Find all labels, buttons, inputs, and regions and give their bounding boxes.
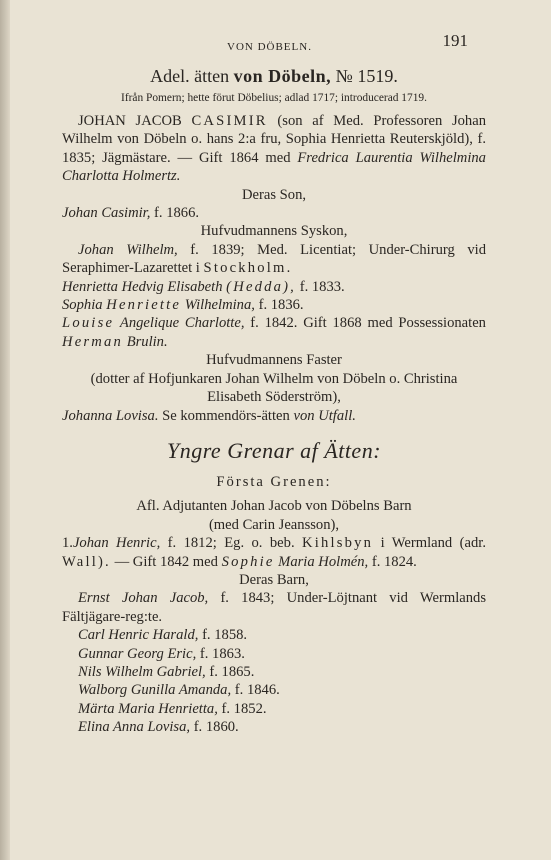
- child-4-name: Nils Wilhelm Gabriel,: [78, 663, 206, 680]
- child-1-text: f. 1843; Under-Löjtnant vid Wermlands Fältjägare-reg:te.: [62, 590, 486, 625]
- sibling-3-name-rest: Wilhelmina,: [184, 297, 255, 314]
- sibling-1-place: Stockholm.: [203, 260, 293, 277]
- child-entry-3: [62, 645, 486, 663]
- aunts-note: (dotter af Hofjunkaren Johan Wilhelm von Döbeln o. Christina Elisabeth Söderström),: [90, 370, 458, 406]
- entry-main-name-spaced: CASIMIR: [191, 113, 268, 129]
- sibling-4-spouse: Brulin.: [126, 333, 168, 350]
- branch-entry-estate: Kihlsbyn: [302, 535, 374, 552]
- child-2-born: f. 1858.: [202, 627, 248, 644]
- child-entry-5: [62, 681, 486, 699]
- sibling-4-spouse-spaced: Herman: [62, 333, 124, 350]
- child-entry-1: [62, 589, 486, 626]
- branch-entry-addr: Wall).: [62, 553, 111, 570]
- section-subtitle: Första Grenen:: [216, 473, 332, 490]
- page-binding-edge: [0, 0, 10, 860]
- book-page: [62, 30, 486, 737]
- running-title: VON DÖBELN.: [227, 41, 312, 53]
- family-heading: [62, 64, 486, 88]
- sibling-entry-3: [62, 296, 486, 314]
- son-born: f. 1866.: [154, 205, 200, 222]
- sibling-3-name-spaced: Henriette: [106, 297, 182, 314]
- section-title: Yngre Grenar af Ätten:: [166, 437, 382, 463]
- child-6-born: f. 1852.: [221, 700, 267, 717]
- child-1-name: Ernst Johan Jacob,: [78, 590, 209, 607]
- family-heading-number: № 1519.: [335, 66, 398, 86]
- branch-entry-text-3: — Gift 1842 med: [114, 553, 218, 570]
- sibling-4-name: Angelique Charlotte,: [119, 315, 245, 332]
- family-heading-name: von Döbeln,: [233, 66, 332, 86]
- aunts-heading: Hufvudmannens Faster: [206, 352, 342, 369]
- entry-main-spouse: Fredrica Laurentia Wilhelmina Charlotta Holmertz.: [62, 149, 486, 185]
- sibling-3-born: f. 1836.: [258, 297, 304, 314]
- son-entry: [62, 204, 486, 222]
- sibling-2-name: Henrietta Hedvig Elisabeth: [62, 278, 223, 295]
- branch-entry-spouse: Maria Holmén,: [278, 553, 369, 570]
- branch-intro-2: (med Carin Jeansson),: [208, 516, 340, 533]
- entry-main-text: (son af Med. Professoren Johan Wilhelm von Döbeln o. hans 2:a fru, Sophia Henrietta Reuterskjöld), f. 1835; Jägmästare. — Gift 1864 med: [62, 113, 486, 166]
- origin-note: Ifrån Pomern; hette förut Döbelius; adlad 1717; introducerad 1719.: [121, 92, 427, 104]
- sibling-4-text: f. 1842. Gift 1868 med Possessionaten: [250, 315, 486, 332]
- running-head: [62, 30, 486, 58]
- child-entry-4: [62, 663, 486, 681]
- sibling-4-name-spaced: Louise: [62, 315, 115, 332]
- branch-entry-text-2: i Wermland (adr.: [380, 535, 486, 552]
- son-name: Johan Casimir,: [62, 205, 151, 222]
- sibling-2-born: f. 1833.: [299, 278, 345, 295]
- entry-main: [62, 112, 486, 186]
- family-heading-prefix: Adel. ätten: [150, 66, 230, 86]
- aunt-ref: von Utfall.: [293, 407, 356, 424]
- child-6-name: Märta Maria Henrietta,: [78, 700, 218, 717]
- child-3-name: Gunnar Georg Eric,: [78, 645, 197, 662]
- branch-entry-num: 1.: [62, 535, 73, 552]
- child-entry-6: [62, 700, 486, 718]
- siblings-heading: Hufvudmannens Syskon,: [200, 223, 348, 240]
- aunt-text: Se kommendörs-ätten: [162, 407, 290, 424]
- child-2-name: Carl Henric Harald,: [78, 627, 199, 644]
- entry-main-name: JOHAN JACOB: [78, 113, 182, 129]
- sibling-entry-4: [62, 314, 486, 351]
- branch-entry-text-1: f. 1812; Eg. o. beb.: [167, 535, 295, 552]
- branch-entry: [62, 534, 486, 571]
- sibling-1-name: Johan Wilhelm,: [78, 241, 178, 258]
- sons-heading: Deras Son,: [241, 186, 307, 203]
- branch-entry-name: Johan Henric,: [72, 535, 161, 552]
- branch-entry-spouse-spaced: Sophie: [221, 553, 275, 570]
- branch-intro-1: Afl. Adjutanten Johan Jacob von Döbelns Barn: [136, 498, 412, 515]
- child-4-born: f. 1865.: [209, 663, 255, 680]
- aunt-entry: [62, 407, 486, 425]
- sibling-2-nick: (Hedda),: [226, 278, 297, 295]
- aunt-name: Johanna Lovisa.: [62, 407, 159, 424]
- child-entry-7: [62, 718, 486, 736]
- child-5-born: f. 1846.: [234, 682, 280, 699]
- branch-entry-spouse-born: f. 1824.: [371, 553, 417, 570]
- child-3-born: f. 1863.: [199, 645, 245, 662]
- child-7-born: f. 1860.: [193, 719, 239, 736]
- child-5-name: Walborg Gunilla Amanda,: [78, 682, 232, 699]
- sibling-3-name: Sophia: [62, 297, 103, 314]
- sibling-entry-2: [62, 278, 486, 296]
- child-entry-2: [62, 626, 486, 644]
- children-heading: Deras Barn,: [239, 571, 309, 588]
- child-7-name: Elina Anna Lovisa,: [78, 719, 191, 736]
- sibling-entry-1: [62, 241, 486, 278]
- sibling-1-text: f. 1839; Med. Licentiat; Under-Chirurg vid Seraphimer-Lazarettet i: [62, 241, 487, 277]
- page-number: 191: [442, 31, 468, 50]
